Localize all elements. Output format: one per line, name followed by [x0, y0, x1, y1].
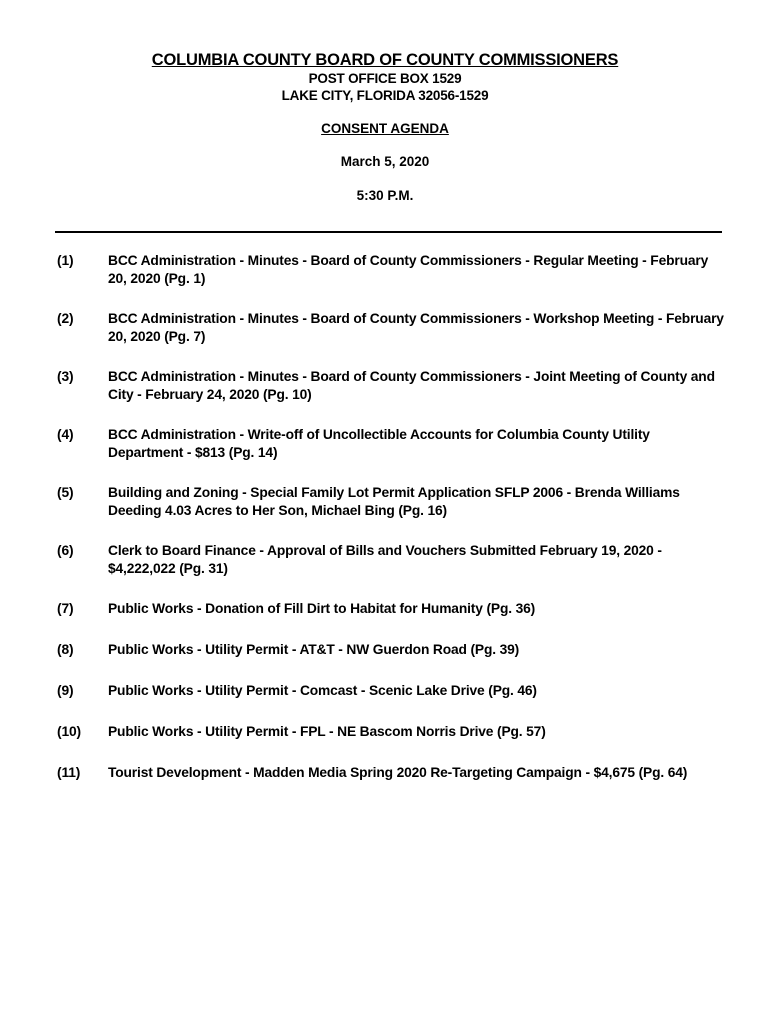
- agenda-item: [57, 764, 725, 782]
- address-line-2: LAKE CITY, FLORIDA 32056-1529: [281, 88, 489, 103]
- agenda-item: [57, 641, 725, 659]
- agenda-item-number: (11): [57, 765, 81, 780]
- agenda-item: [57, 484, 725, 520]
- agenda-item: [57, 682, 725, 700]
- agenda-item-number: (5): [57, 485, 74, 500]
- meeting-time: 5:30 P.M.: [356, 188, 414, 203]
- agenda-title: CONSENT AGENDA: [321, 121, 449, 136]
- agenda-item-text: Building and Zoning - Special Family Lot Permit Application SFLP 2006 - Brenda Williams Deeding 4.03 Acres to Her Son, Michael Bing (Pg. 16): [108, 485, 680, 518]
- agenda-item-number: (7): [57, 601, 74, 616]
- agenda-item-text: Public Works - Donation of Fill Dirt to Habitat for Humanity (Pg. 36): [108, 601, 536, 616]
- agenda-item-text: BCC Administration - Minutes - Board of County Commissioners - Regular Meeting - February 20, 2020 (Pg. 1): [108, 253, 709, 286]
- agenda-item: [57, 723, 725, 741]
- agenda-item-number: (10): [57, 724, 81, 739]
- agenda-item-text: BCC Administration - Minutes - Board of County Commissioners - Joint Meeting of County and City - February 24, 2020 (Pg. 10): [108, 369, 715, 402]
- organization-name: COLUMBIA COUNTY BOARD OF COUNTY COMMISSIONERS: [151, 51, 619, 69]
- header-divider: [55, 231, 722, 233]
- agenda-item-text: Tourist Development - Madden Media Spring 2020 Re-Targeting Campaign - $4,675 (Pg. 64): [108, 765, 688, 780]
- agenda-item: [57, 368, 725, 404]
- agenda-item-number: (2): [57, 311, 74, 326]
- agenda-item-number: (6): [57, 543, 74, 558]
- agenda-item-number: (1): [57, 253, 74, 268]
- agenda-item-text: Clerk to Board Finance - Approval of Bills and Vouchers Submitted February 19, 2020 - $4,222,022 (Pg. 31): [108, 543, 662, 576]
- agenda-item-number: (4): [57, 427, 74, 442]
- agenda-item-text: BCC Administration - Minutes - Board of County Commissioners - Workshop Meeting - February 20, 2020 (Pg. 7): [108, 311, 724, 344]
- meeting-date: March 5, 2020: [340, 154, 430, 169]
- agenda-item-text: Public Works - Utility Permit - AT&T - NW Guerdon Road (Pg. 39): [108, 642, 520, 657]
- agenda-header: [0, 50, 770, 204]
- address-line-1: POST OFFICE BOX 1529: [308, 71, 462, 86]
- agenda-item: [57, 600, 725, 618]
- agenda-item-text: BCC Administration - Write-off of Uncollectible Accounts for Columbia County Utility Department - $813 (Pg. 14): [108, 427, 650, 460]
- agenda-item: [57, 542, 725, 578]
- agenda-item-number: (8): [57, 642, 74, 657]
- agenda-item: [57, 252, 725, 288]
- agenda-item-number: (3): [57, 369, 74, 384]
- agenda-item-list: [57, 252, 725, 782]
- agenda-item-text: Public Works - Utility Permit - FPL - NE Bascom Norris Drive (Pg. 57): [108, 724, 546, 739]
- agenda-item: [57, 426, 725, 462]
- agenda-item-text: Public Works - Utility Permit - Comcast - Scenic Lake Drive (Pg. 46): [108, 683, 537, 698]
- agenda-item: [57, 310, 725, 346]
- agenda-item-number: (9): [57, 683, 74, 698]
